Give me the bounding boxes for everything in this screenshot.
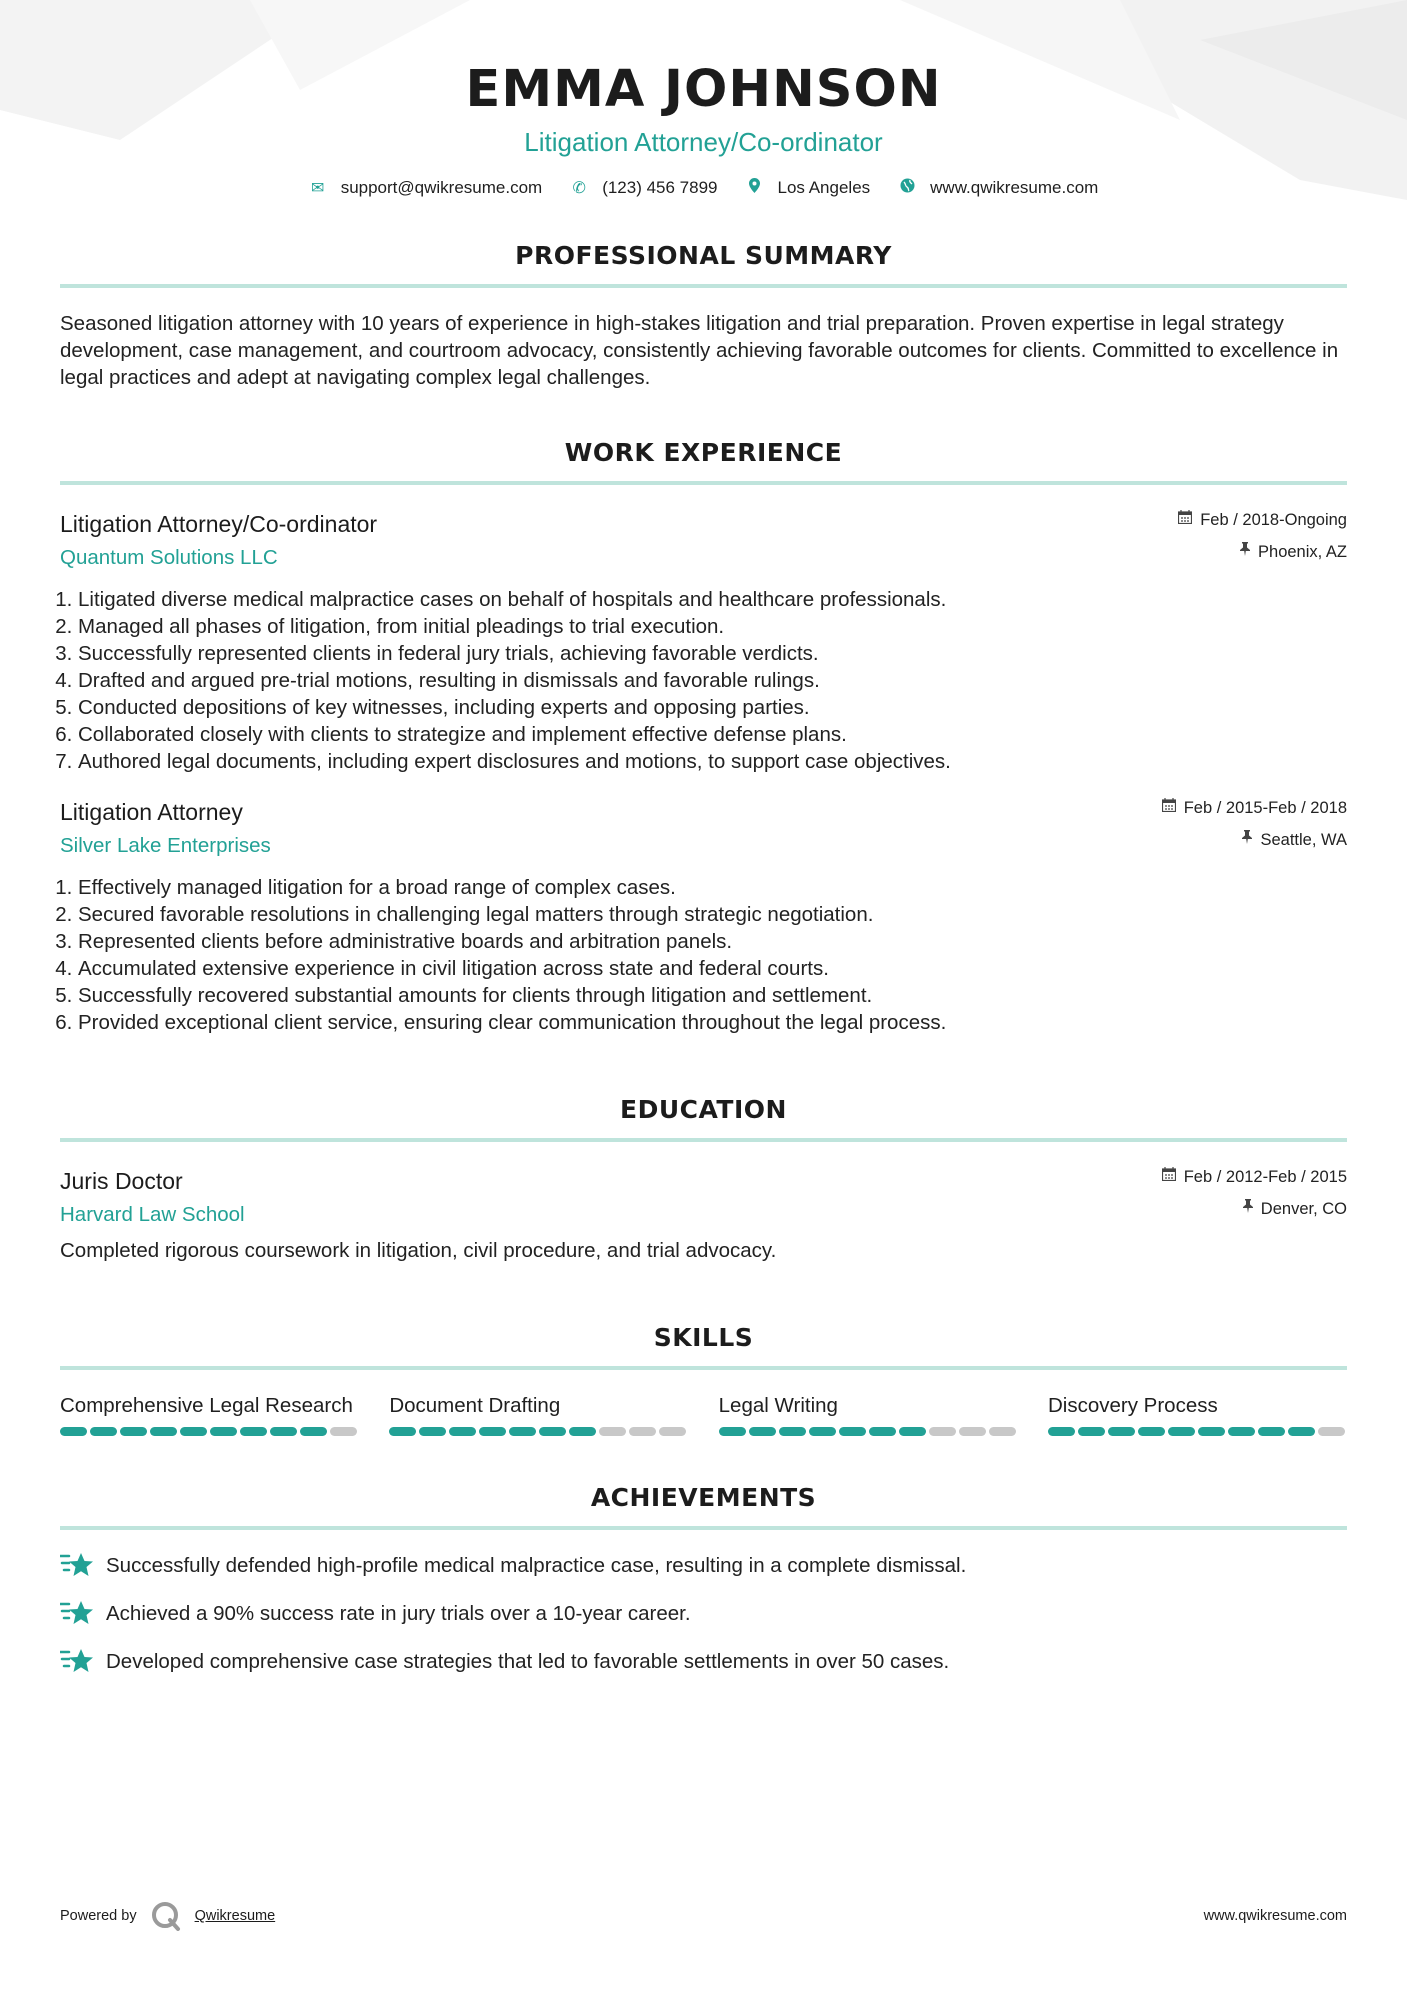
summary-text: Seasoned litigation attorney with 10 years of experience in high-stakes litigation and trial preparation. Proven expertise in legal strategy development, case management, and courtroom advocacy, consistently achieving favorable outcomes for clients. Committed to excellence in legal practices and adept at navigating complex legal challenges. [60,312,1339,389]
skill-level-segment [869,1427,896,1436]
calendar-icon [1162,797,1176,819]
section-divider [60,481,1347,485]
skill-level-segment [1318,1427,1345,1436]
education-dates [1162,1166,1347,1188]
list-item: 5. Successfully recovered substantial amounts for clients through litigation and settlement. [78,982,1347,1009]
qwikresume-link[interactable]: Qwikresume [194,1908,276,1924]
powered-by-label: Powered by [60,1908,137,1924]
education-heading: EDUCATION [620,1095,787,1124]
list-item: 4. Accumulated extensive experience in civil litigation across state and federal courts. [78,955,1347,982]
skill-level-segment [300,1427,327,1436]
list-item: 3. Successfully represented clients in federal jury trials, achieving favorable verdicts. [78,640,1347,667]
pushpin-icon [1243,1198,1253,1220]
job-responsibilities [60,586,1347,775]
skill-item [60,1392,359,1436]
job-location-text: Seattle, WA [1260,831,1347,849]
skills-grid [60,1392,1347,1436]
skill-level-segment [1228,1427,1255,1436]
list-item: 6. Provided exceptional client service, ensuring clear communication throughout the legal process. [78,1009,1347,1036]
skill-level-segment [959,1427,986,1436]
summary-heading: PROFESSIONAL SUMMARY [515,241,892,270]
skill-level-segment [150,1427,177,1436]
skill-level-segment [90,1427,117,1436]
skill-level-segment [779,1427,806,1436]
experience-heading: WORK EXPERIENCE [564,438,843,467]
map-pin-icon [746,178,764,198]
qwikresume-logo-icon [151,1901,181,1931]
skill-level-segment [989,1427,1016,1436]
education-entry [60,1166,1347,1264]
skill-level-segment [419,1427,446,1436]
skill-name: Comprehensive Legal Research [60,1394,353,1417]
calendar-icon [1162,1166,1176,1188]
job-dates [1162,797,1347,819]
skill-level-bar [389,1427,688,1436]
education-location [1162,1198,1347,1220]
job-location [1178,541,1347,563]
skill-level-segment [120,1427,147,1436]
skill-level-segment [1048,1427,1075,1436]
skill-level-bar [60,1427,359,1436]
section-divider [60,284,1347,288]
skill-level-segment [1078,1427,1105,1436]
contact-website[interactable] [898,178,1098,198]
job-location [1162,829,1347,851]
job-company: Silver Lake Enterprises [60,834,271,857]
skill-level-segment [240,1427,267,1436]
achievements-section [60,1482,1347,1676]
footer-website-link[interactable]: www.qwikresume.com [1203,1908,1347,1924]
skills-section [60,1322,1347,1436]
list-item: 2. Secured favorable resolutions in challenging legal matters through strategic negotiation. [78,901,1347,928]
pushpin-icon [1242,829,1252,851]
skill-level-segment [330,1427,357,1436]
skill-level-bar [719,1427,1018,1436]
page-footer [60,1901,1347,1931]
job-title: Litigation Attorney [60,799,243,825]
achievement-item [60,1646,1347,1676]
achievement-text: Achieved a 90% success rate in jury trials over a 10-year career. [106,1601,691,1625]
skill-level-segment [599,1427,626,1436]
skill-level-segment [1198,1427,1225,1436]
list-item: 7. Authored legal documents, including expert disclosures and motions, to support case objectives. [78,748,1347,775]
skill-level-segment [659,1427,686,1436]
skill-level-segment [899,1427,926,1436]
skill-level-segment [180,1427,207,1436]
star-achievement-icon [60,1550,94,1580]
candidate-title: Litigation Attorney/Co-ordinator [524,127,883,157]
contact-email-text: support@qwikresume.com [340,178,543,197]
contact-website-text: www.qwikresume.com [930,178,1099,197]
skill-level-segment [1138,1427,1165,1436]
school-name: Harvard Law School [60,1203,245,1226]
skill-level-segment [749,1427,776,1436]
skill-name: Legal Writing [718,1394,838,1417]
star-achievement-icon [60,1598,94,1628]
skill-level-segment [509,1427,536,1436]
skill-level-segment [1288,1427,1315,1436]
skill-level-segment [839,1427,866,1436]
powered-by [60,1901,275,1931]
candidate-name: EMMA JOHNSON [465,60,942,119]
summary-section [60,240,1347,391]
job-responsibilities [60,874,1347,1036]
skill-level-segment [1168,1427,1195,1436]
skill-level-segment [809,1427,836,1436]
skill-level-segment [449,1427,476,1436]
job-entry [60,797,1347,1036]
list-item: 5. Conducted depositions of key witnesses, including experts and opposing parties. [78,694,1347,721]
job-company: Quantum Solutions LLC [60,546,278,569]
achievement-item [60,1598,1347,1628]
skill-level-segment [539,1427,566,1436]
education-dates-text: Feb / 2012-Feb / 2015 [1183,1168,1347,1186]
contact-phone[interactable] [570,178,717,198]
job-dates-text: Feb / 2015-Feb / 2018 [1183,799,1347,817]
globe-icon [898,178,916,198]
job-title: Litigation Attorney/Co-ordinator [60,511,378,537]
contact-bar [60,178,1347,198]
skill-name: Document Drafting [389,1394,561,1417]
skill-level-segment [629,1427,656,1436]
job-dates-text: Feb / 2018-Ongoing [1200,511,1347,529]
skill-level-bar [1048,1427,1347,1436]
list-item: 1. Litigated diverse medical malpractice cases on behalf of hospitals and healthcare professionals. [78,586,1347,613]
education-section [60,1094,1347,1264]
achievements-list [60,1550,1347,1676]
job-location-text: Phoenix, AZ [1258,543,1347,561]
achievement-text: Successfully defended high-profile medical malpractice case, resulting in a complete dismissal. [106,1553,967,1577]
job-dates [1178,509,1347,531]
job-entry [60,509,1347,775]
skill-item [719,1392,1018,1436]
skills-heading: SKILLS [653,1323,754,1352]
list-item: 6. Collaborated closely with clients to strategize and implement effective defense plans. [78,721,1347,748]
skill-level-segment [479,1427,506,1436]
section-divider [60,1138,1347,1142]
contact-location-text: Los Angeles [777,178,871,197]
pushpin-icon [1240,541,1250,563]
envelope-icon: ✉ [310,180,325,197]
skill-level-segment [719,1427,746,1436]
skill-level-segment [1258,1427,1285,1436]
contact-phone-text: (123) 456 7899 [602,178,718,197]
skill-level-segment [270,1427,297,1436]
skill-level-segment [389,1427,416,1436]
contact-location [746,178,871,198]
skill-level-segment [569,1427,596,1436]
achievement-item [60,1550,1347,1580]
skill-level-segment [210,1427,237,1436]
skill-name: Discovery Process [1047,1394,1218,1417]
phone-icon: ✆ [572,180,586,197]
education-description: Completed rigorous coursework in litigation, civil procedure, and trial advocacy. [60,1239,777,1262]
skill-level-segment [929,1427,956,1436]
degree-title: Juris Doctor [60,1168,183,1194]
resume-header [60,0,1347,198]
skill-item [389,1392,688,1436]
achievement-text: Developed comprehensive case strategies that led to favorable settlements in over 50 cases. [106,1649,950,1673]
section-divider [60,1526,1347,1530]
section-divider [60,1366,1347,1370]
list-item: 4. Drafted and argued pre-trial motions, resulting in dismissals and favorable rulings. [78,667,1347,694]
calendar-icon [1178,509,1192,531]
skill-item [1048,1392,1347,1436]
contact-email[interactable] [309,178,543,198]
skill-level-segment [60,1427,87,1436]
experience-section [60,437,1347,1036]
list-item: 1. Effectively managed litigation for a broad range of complex cases. [78,874,1347,901]
star-achievement-icon [60,1646,94,1676]
list-item: 3. Represented clients before administrative boards and arbitration panels. [78,928,1347,955]
education-location-text: Denver, CO [1260,1200,1347,1218]
list-item: 2. Managed all phases of litigation, from initial pleadings to trial execution. [78,613,1347,640]
skill-level-segment [1108,1427,1135,1436]
achievements-heading: ACHIEVEMENTS [590,1483,817,1512]
